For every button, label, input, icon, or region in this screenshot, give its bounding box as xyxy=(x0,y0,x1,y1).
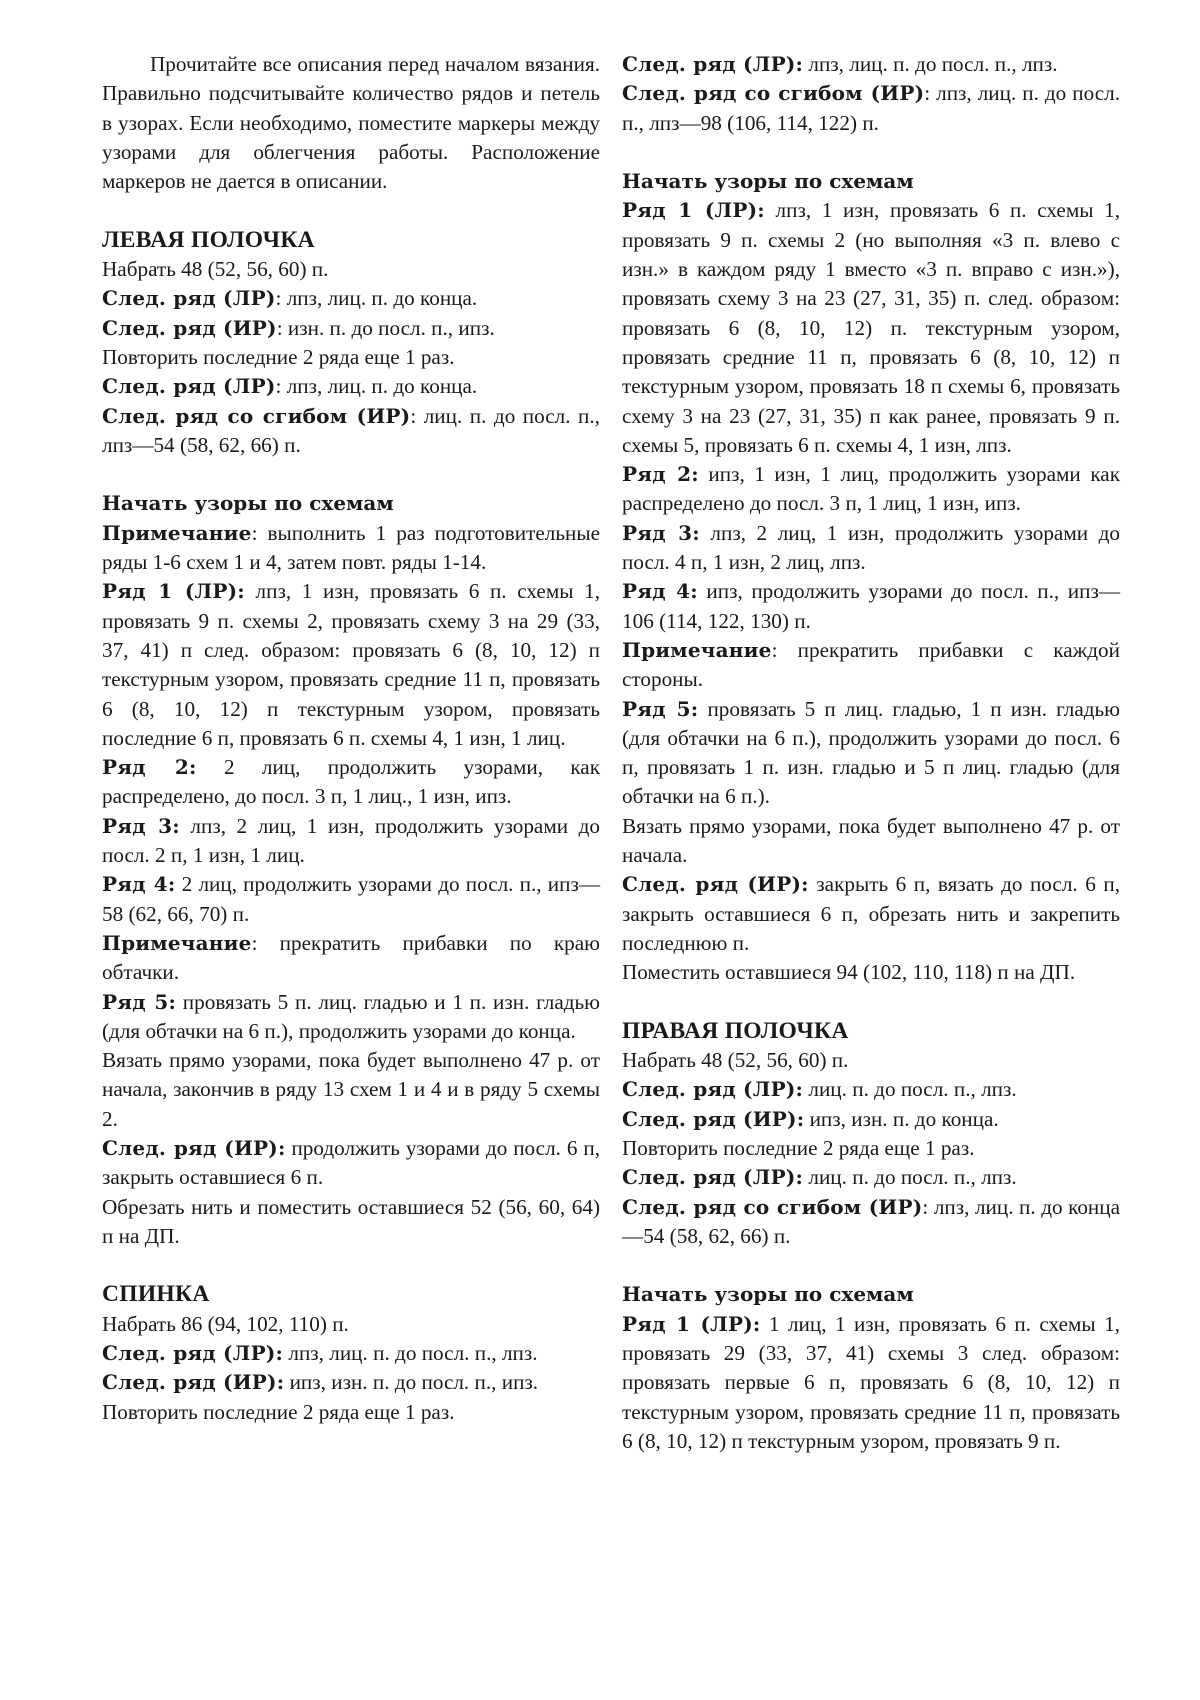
instruction-line xyxy=(622,1075,1120,1104)
right-column xyxy=(622,50,1120,1456)
row-text: 2 лиц, продолжить узорами, как распределено, до посл. 3 п, 1 лиц., 1 изн, ипз. xyxy=(102,755,600,809)
repeat-line: Повторить последние 2 ряда еще 1 раз. xyxy=(102,1399,455,1424)
row-text: 2 лиц, продолжить узорами до посл. п., ипз—58 (62, 66, 70) п. xyxy=(102,872,601,926)
row-label: Ряд 4: xyxy=(622,579,698,604)
row-text: 1 лиц, 1 изн, провязать 6 п. схемы 1, провязать 29 (33, 37, 41) схемы 3 след. образом: провязать первые 6 п, провязать 6 (8, 10, 12) п текстурным узором, провязать средние 11 п, провязать 6 (8, 10, 12) п текстурным узором, провязать 9 п. xyxy=(622,1311,1120,1453)
row-instruction xyxy=(102,1134,600,1193)
row-instruction xyxy=(622,460,1120,519)
row-text: ипз, 1 изн, 1 лиц, продолжить узорами как распределено до посл. 3 п, 1 лиц, 1 изн, ипз. xyxy=(622,462,1120,516)
row-label: Ряд 2: xyxy=(622,462,699,487)
row-text: лиц. п. до посл. п., лпз. xyxy=(803,1077,1017,1102)
note-text: : прекратить прибавки с каждой стороны. xyxy=(622,637,1120,692)
row-label: След. ряд (ИР): xyxy=(102,1370,285,1395)
instruction-line xyxy=(622,1105,1120,1134)
place-line: Поместить оставшиеся 94 (102, 110, 118) п на ДП. xyxy=(622,960,1076,985)
row-label: Ряд 1 (ЛР): xyxy=(102,579,245,604)
repeat-line: Повторить последние 2 ряда еще 1 раз. xyxy=(622,1135,975,1160)
row-label: Ряд 4: xyxy=(102,872,176,897)
row-label: След. ряд (ЛР) xyxy=(102,286,276,311)
row-instruction xyxy=(622,695,1120,812)
note-label: Примечание xyxy=(102,520,252,545)
row-label: Ряд 5: xyxy=(622,696,699,721)
left-front-heading: ЛЕВАЯ ПОЛОЧКА xyxy=(102,226,315,253)
instruction-line xyxy=(102,1368,600,1397)
row-label: След. ряд (ЛР): xyxy=(622,52,804,76)
row-instruction xyxy=(102,753,600,812)
patterns-heading: Начать узоры по схемам xyxy=(102,491,394,516)
row-text: : изн. п. до посл. п., ипз. xyxy=(276,315,495,340)
row-label: Ряд 2: xyxy=(102,755,197,780)
instruction-line xyxy=(102,1339,600,1368)
row-instruction xyxy=(622,519,1120,578)
row-text: лпз, 1 изн, провязать 6 п. схемы 1, провязать 9 п. схемы 2 (но выполняя «3 п. влево с изн.» в каждом ряду 1 вместо «3 п. вправо с изн.»), провязать схему 3 на 23 (27, 31, 35) п. след. образом: провязать 6 (8, 10, 12) п. текстурным узором, провязать средние 11 п, провязать 6 (8, 10, 12) п текстурным узором, провязать 18 п схемы 6, провязать схему 3 на 23 (27, 31, 35) п как ранее, провязать 9 п. схемы 5, провязать 6 п. схемы 4, 1 изн, лпз. xyxy=(622,198,1120,457)
left-column xyxy=(102,50,600,1427)
row-instruction xyxy=(622,577,1120,636)
note-text: : выполнить 1 раз подготовительные ряды 1-6 схем 1 и 4, затем повт. ряды 1-14. xyxy=(102,520,600,575)
row-text: ипз, изн. п. до посл. п., ипз. xyxy=(284,1370,539,1395)
cast-on-line: Набрать 48 (52, 56, 60) п. xyxy=(622,1048,849,1073)
row-text: ипз, продолжить узорами до посл. п., ипз—106 (114, 122, 130) п. xyxy=(622,579,1121,633)
row-instruction xyxy=(622,1310,1120,1456)
spacer xyxy=(622,1251,1120,1280)
row-label: Ряд 5: xyxy=(102,989,177,1014)
row-label: След. ряд (ЛР): xyxy=(622,1165,804,1190)
straight-line: Вязать прямо узорами, пока будет выполнено 47 р. от начала. xyxy=(622,813,1120,868)
cut-line: Обрезать нить и поместить оставшиеся 52 (56, 60, 64) п на ДП. xyxy=(102,1194,600,1248)
row-text: лпз, лиц. п. до посл. п., лпз. xyxy=(803,52,1058,76)
row-label: Ряд 1 (ЛР): xyxy=(622,1311,761,1336)
row-text: закрыть 6 п, вязать до посл. 6 п, закрыть оставшиеся 6 п, обрезать нить и закрепить последнюю п. xyxy=(622,872,1120,955)
instruction-line xyxy=(102,372,600,401)
instruction-line xyxy=(102,284,600,313)
row-text: : лпз, лиц. п. до конца—54 (58, 62, 66) п. xyxy=(622,1194,1120,1248)
row-instruction xyxy=(102,812,600,871)
patterns-heading: Начать узоры по схемам xyxy=(622,1282,914,1307)
row-instruction xyxy=(102,870,600,929)
row-text: провязать 5 п лиц. гладью, 1 п изн. гладью (для обтачки на 6 п.), продолжить узорами до посл. 6 п, провязать 1 п. изн. гладью и 5 п лиц. гладью (для обтачки на 6 п.). xyxy=(622,696,1120,809)
note-text: : прекратить прибавки по краю обтачки. xyxy=(102,930,600,985)
row-text: продолжить узорами до посл. 6 п, закрыть оставшиеся 6 п. xyxy=(102,1135,600,1190)
note-label: Примечание xyxy=(622,637,772,662)
spacer xyxy=(622,988,1120,1017)
back-heading: СПИНКА xyxy=(102,1281,210,1308)
note-label: Примечание xyxy=(102,930,252,955)
row-label: След. ряд со сгибом (ИР) xyxy=(622,81,925,106)
row-label: След. ряд (ИР): xyxy=(102,1135,286,1160)
row-label: След. ряд со сгибом (ИР) xyxy=(102,403,411,428)
row-label: След. ряд (ЛР) xyxy=(102,374,276,399)
instruction-line xyxy=(622,79,1120,138)
row-instruction xyxy=(102,577,600,753)
straight-line: Вязать прямо узорами, пока будет выполнено 47 р. от начала, закончив в ряду 13 схем 1 и 4 и в ряду 5 схемы 2. xyxy=(102,1048,600,1131)
right-front-heading: ПРАВАЯ ПОЛОЧКА xyxy=(622,1017,849,1044)
row-label: След. ряд (ЛР): xyxy=(622,1077,804,1102)
row-label: Ряд 3: xyxy=(622,520,700,545)
instruction-line xyxy=(622,1163,1120,1192)
spacer xyxy=(102,460,600,489)
row-text: : лпз, лиц. п. до посл. п., лпз—98 (106, 114, 122) п. xyxy=(622,81,1120,135)
row-label: Ряд 1 (ЛР): xyxy=(622,198,765,223)
row-text: лпз, 2 лиц, 1 изн, продолжить узорами до посл. 4 п, 1 изн, 2 лиц, лпз. xyxy=(622,520,1120,575)
row-label: След. ряд (ЛР): xyxy=(102,1341,284,1366)
instruction-line xyxy=(102,314,600,343)
row-instruction xyxy=(622,196,1120,460)
row-text: : лпз, лиц. п. до конца. xyxy=(275,374,478,399)
row-instruction xyxy=(102,988,600,1047)
row-label: Ряд 3: xyxy=(102,813,180,838)
patterns-heading: Начать узоры по схемам xyxy=(622,169,914,194)
spacer xyxy=(102,196,600,225)
cast-on-line: Набрать 48 (52, 56, 60) п. xyxy=(102,257,329,282)
spacer xyxy=(102,1251,600,1280)
note-line xyxy=(622,636,1120,695)
row-text: : лпз, лиц. п. до конца. xyxy=(275,286,478,311)
note-line xyxy=(102,519,600,578)
intro-paragraph: Прочитайте все описания перед началом вязания. Правильно подсчитывайте количество рядов и петель в узорах. Если необходимо, поместите маркеры между узорами для облегчения работы. Расположение маркеров не дается в описании. xyxy=(102,52,600,194)
row-label: След. ряд (ИР) xyxy=(102,315,277,340)
row-text: лпз, 1 изн, провязать 6 п. схемы 1, провязать 9 п. схемы 2, провязать схему 3 на 29 (33, 37, 41) п след. образом: провязать 6 (8, 10, 12) п текстурным узором, провязать средние 11 п, провязать 6 (8, 10, 12) п текстурным узором, провязать последние 6 п, провязать 6 п. схемы 4, 1 изн, 1 лиц. xyxy=(102,579,600,750)
row-text: провязать 5 п. лиц. гладью и 1 п. изн. гладью (для обтачки на 6 п.), продолжить узорами до конца. xyxy=(102,989,601,1043)
instruction-line xyxy=(102,402,600,461)
cast-on-line: Набрать 86 (94, 102, 110) п. xyxy=(102,1311,349,1336)
instruction-line xyxy=(622,1193,1120,1252)
row-text: ипз, изн. п. до конца. xyxy=(804,1106,999,1131)
repeat-line: Повторить последние 2 ряда еще 1 раз. xyxy=(102,344,455,369)
row-text: : лиц. п. до посл. п., лпз—54 (58, 62, 66) п. xyxy=(102,403,600,457)
row-text: лпз, 2 лиц, 1 изн, продолжить узорами до посл. 2 п, 1 изн, 1 лиц. xyxy=(102,813,600,868)
row-text: лпз, лиц. п. до посл. п., лпз. xyxy=(283,1341,538,1366)
instruction-line xyxy=(622,50,1120,79)
row-instruction xyxy=(622,870,1120,958)
row-label: След. ряд со сгибом (ИР) xyxy=(622,1194,923,1219)
row-text: лиц. п. до посл. п., лпз. xyxy=(803,1165,1017,1190)
spacer xyxy=(622,138,1120,167)
row-label: След. ряд (ИР): xyxy=(622,872,809,897)
note-line xyxy=(102,929,600,988)
row-label: След. ряд (ИР): xyxy=(622,1106,805,1131)
